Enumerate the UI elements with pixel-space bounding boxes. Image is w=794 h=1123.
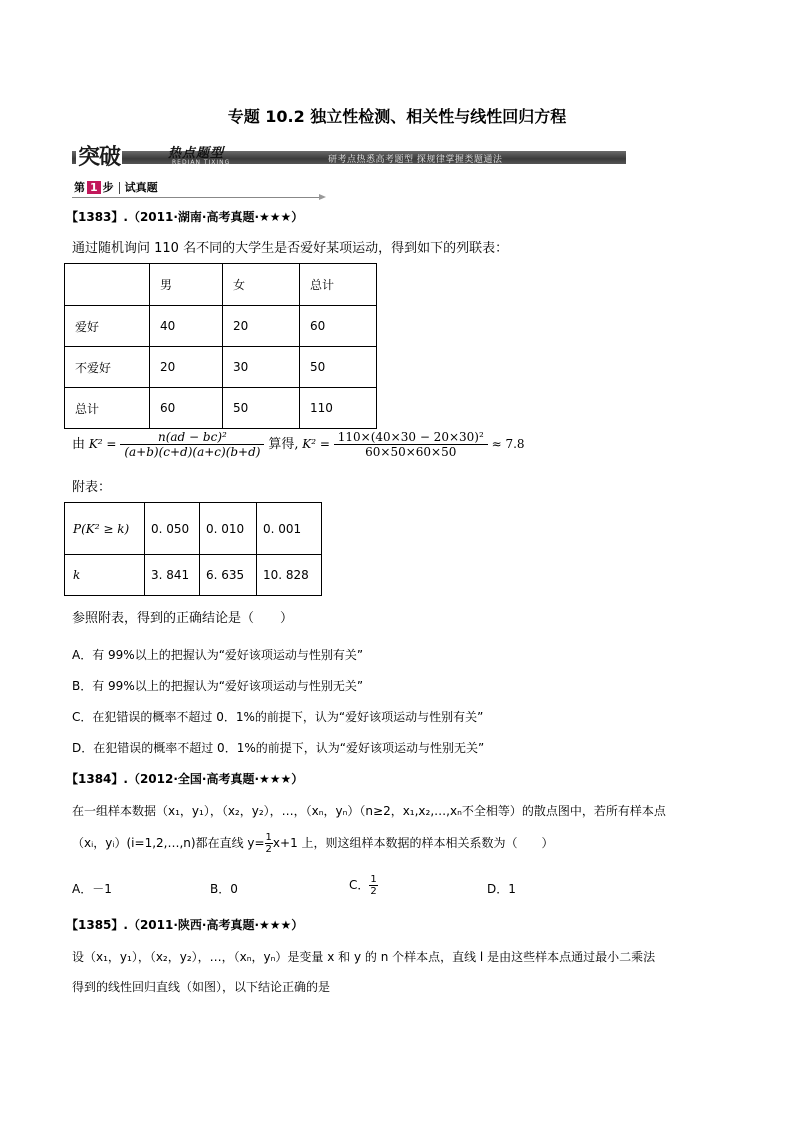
- option-b: B．0: [210, 882, 238, 896]
- table-cell: 40: [150, 306, 223, 347]
- table-cell: 20: [150, 347, 223, 388]
- question-1385-line2: 得到的线性回归直线（如图），以下结论正确的是: [72, 980, 331, 994]
- chi-square-formula: [72, 430, 525, 459]
- formula-denominator-value: 60×50×60×50: [365, 445, 457, 459]
- option-c-numerator: 1: [370, 874, 377, 885]
- section-banner: [72, 145, 626, 169]
- appendix-table: [64, 502, 322, 596]
- question-1384-line1: 在一组样本数据（x₁，y₁），（x₂，y₂），…，（xₙ，yₙ）（n≥2，x₁,x₂,…,xₙ不全相等）的散点图中，若所有样本点: [72, 804, 666, 818]
- line2-end: x+1 上，则这组样本数据的样本相关系数为（ ）: [272, 836, 554, 850]
- step-prefix: 第: [74, 181, 85, 194]
- table-cell: P(K² ≥ k): [65, 503, 145, 555]
- option-a: A．有 99%以上的把握认为“爱好该项运动与性别有关”: [72, 648, 364, 662]
- formula-result: ≈ 7.8: [491, 437, 525, 451]
- table-cell: 不爱好: [65, 347, 150, 388]
- table-row: [65, 347, 377, 388]
- banner-main: 突破: [78, 144, 121, 170]
- formula-numerator: n(ad − bc)²: [120, 430, 264, 445]
- table-cell: 6. 635: [200, 555, 257, 596]
- step-header: [72, 178, 326, 200]
- table-cell: 0. 010: [200, 503, 257, 555]
- table-row: [65, 555, 322, 596]
- table-cell: 3. 841: [145, 555, 200, 596]
- table-cell: 30: [223, 347, 300, 388]
- slope-numerator: 1: [265, 832, 272, 843]
- question-1383-header: 【1383】.（2011·湖南·高考真题·★★★）: [66, 210, 304, 224]
- option-d: D．1: [487, 882, 516, 896]
- contingency-table: [64, 263, 377, 429]
- table-cell: 0. 001: [257, 503, 322, 555]
- table-row: [65, 388, 377, 429]
- question-1384-header: 【1384】.（2012·全国·高考真题·★★★）: [66, 772, 304, 786]
- table-cell: 60: [150, 388, 223, 429]
- banner-sub: 热点题型: [168, 146, 225, 161]
- option-a: A．－1: [72, 882, 112, 896]
- table-cell: k: [65, 555, 145, 596]
- table-cell: 20: [223, 306, 300, 347]
- step-arrow-icon: [319, 194, 326, 200]
- banner-slogan: 研考点热悉高考题型 探规律掌握类题通法: [328, 155, 503, 165]
- question-1385-header: 【1385】.（2011·陕西·高考真题·★★★）: [66, 918, 304, 932]
- table-cell: 50: [300, 347, 377, 388]
- table-cell: 女: [223, 264, 300, 306]
- option-d: D．在犯错误的概率不超过 0．1%的前提下，认为“爱好该项运动与性别无关”: [72, 741, 485, 755]
- banner-pinyin: REDIAN TIXING: [172, 159, 231, 166]
- table-cell: 男: [150, 264, 223, 306]
- step-suffix: 步: [102, 181, 114, 194]
- slope-denominator: 2: [265, 844, 272, 855]
- table-cell: 总计: [300, 264, 377, 306]
- step-number: 1: [87, 181, 101, 194]
- formula-numerator-value: 110×(40×30 − 20×30)²: [334, 430, 488, 445]
- step-label: 试真题: [124, 181, 158, 194]
- table-row: [65, 306, 377, 347]
- table-cell: 60: [300, 306, 377, 347]
- option-c-denominator: 2: [370, 886, 377, 897]
- option-c: C． $\frac{1}{2}$: [349, 874, 377, 897]
- formula-k2: K² =: [88, 437, 117, 451]
- table-cell: 爱好: [65, 306, 150, 347]
- table-cell: 50: [223, 388, 300, 429]
- table-row: [65, 503, 322, 555]
- step-divider: [119, 182, 120, 194]
- option-b: B．有 99%以上的把握认为“爱好该项运动与性别无关”: [72, 679, 364, 693]
- table-cell: 总计: [65, 388, 150, 429]
- table-cell: 0. 050: [145, 503, 200, 555]
- formula-k2-value: K² =: [302, 437, 330, 451]
- question-1383-intro: 通过随机询问 110 名不同的大学生是否爱好某项运动，得到如下的列联表：: [72, 241, 509, 256]
- formula-denominator: (a+b)(c+d)(a+c)(b+d): [124, 445, 261, 459]
- table-cell: [65, 264, 150, 306]
- page-title: 专题 10.2 独立性检测、相关性与线性回归方程: [227, 107, 567, 126]
- question-1385-line1: 设（x₁，y₁），（x₂，y₂），…，（xₙ，yₙ）是变量 x 和 y 的 n 个样本点，直线 l 是由这些样本点通过最小二乘法: [72, 950, 656, 964]
- question-1384-line2: [72, 832, 554, 855]
- option-c: C．在犯错误的概率不超过 0．1%的前提下，认为“爱好该项运动与性别有关”: [72, 710, 484, 724]
- table-row: [65, 264, 377, 306]
- table-cell: 110: [300, 388, 377, 429]
- table-cell: 10. 828: [257, 555, 322, 596]
- formula-mid: 算得,: [268, 437, 299, 452]
- step-underline: [72, 197, 322, 198]
- formula-prefix: 由: [72, 437, 86, 452]
- line2-start: （xᵢ，yᵢ）(i=1,2,…,n)都在直线 y=: [72, 836, 265, 850]
- appendix-label: 附表：: [72, 480, 112, 495]
- question-1383-prompt: 参照附表，得到的正确结论是（ ）: [72, 611, 294, 626]
